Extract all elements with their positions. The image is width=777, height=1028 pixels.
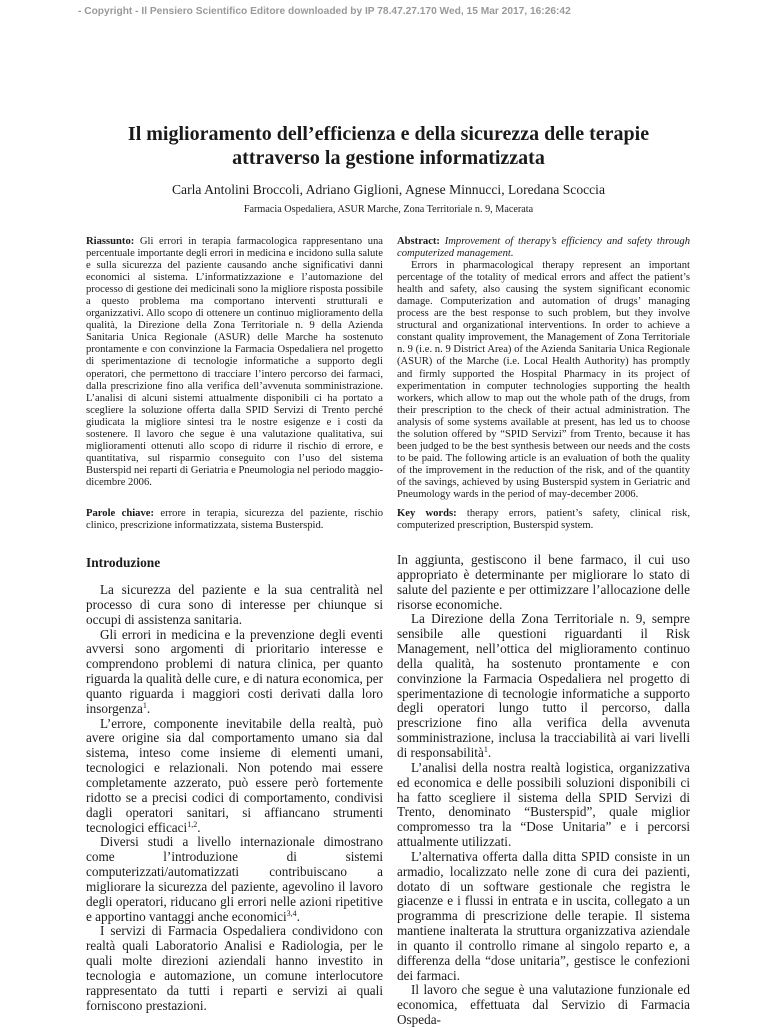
- abstract-english-title: Improvement of therapy’s efficiency and safety through computerized management.: [397, 236, 690, 260]
- article-title: [60, 122, 717, 170]
- body-paragraph: L’alternativa offerta dalla ditta SPID consiste in un armadio, localizzato nelle zone di cura dei pazienti, dotato di un software gestionale che registra le giacenze e i flussi in entrata e in uscita, collegato a un programma di prescrizione delle terapie. Il sistema mantiene inalterata la struttura organizzativa aziendale in quanto il controllo rimane al singolo reparto e, a differenza della “dose unitaria”, gestisce le confezioni dei farmaci.: [397, 848, 690, 983]
- keywords-italian: [86, 508, 383, 532]
- keywords-italian-text: errore in terapia, sicurezza del paziente, rischio clinico, prescrizione informatizzata, sistema Busterspid.: [86, 508, 383, 532]
- abstract-english: [397, 236, 690, 501]
- reference-marker: 3,4: [286, 908, 297, 918]
- body-paragraph: La sicurezza del paziente e la sua centralità nel processo di cura sono di interesse per chiunque si occupi di assistenza sanitaria.: [86, 582, 383, 627]
- body-column-right: [397, 553, 690, 1028]
- reference-marker: 1: [142, 700, 147, 710]
- body-paragraph: I servizi di Farmacia Ospedaliera condividono con realtà quali Laboratorio Analisi e Radiologia, per le quali molte direzioni aziendali hanno investito in tecnologia e automazione, un comune interlocutore rappresentato da tutti i reparti e servizi ai quali forniscono prestazioni.: [86, 923, 383, 1013]
- author-list: Carla Antolini Broccoli, Adriano Giglioni, Agnese Minnucci, Loredana Scoccia: [171, 182, 605, 197]
- abstract-english-label: Abstract:: [397, 236, 440, 247]
- abstract-english-text: Errors in pharmacological therapy represent an important percentage of the totality of medical errors and affect the patient’s health and safety, also causing the system significant economic damage. Computerization and automation of drugs’ managing process are the best response to such problem, but they involve structural and organizational interventions. In order to achieve a constant quality improvement, the Management of Zona Territoriale n. 9 (i.e. n. 9 District Area) of the Azienda Sanitaria Unica Regionale (ASUR) of the Marche (i.e. Local Health Authority) has promptly and firmly supported the Hospital Pharmacy in its project of experimentation in computer technologies supporting the health workers, which allow to map out the whole path of the drugs, from their prescription to the check of their actual administration. The analysis of some systems available at present, has led us to choose the solution offered by “SPID Servizi” from Trento, because it has been judged to be the best synthesis between our needs and the costs to be paid. The following article is an evaluation of both the quality of the improvement in the reduction of the risk, and of the quantity of the savings, achieved by using Busterspid system in Geriatric and Pneumology wards in the period of may-december 2006.: [397, 260, 690, 500]
- body-paragraph: L’analisi della nostra realtà logistica, organizzativa ed economica e delle possibili soluzioni disponibili ci ha fatto scegliere il sistema della SPID Servizi di Trento, denominato “Busterspid”, quale miglior compromesso tra la “Dose Unitaria” e i percorsi attualmente utilizzati.: [397, 759, 690, 850]
- body-paragraph: In aggiunta, gestiscono il bene farmaco, il cui uso appropriato è determinante per migliorare lo stato di salute del paziente e per ottimizzare l’allocazione delle risorse economiche.: [397, 552, 690, 612]
- keywords-english-label: Key words:: [397, 508, 457, 519]
- reference-marker: 1,2: [187, 819, 198, 829]
- keywords-english: [397, 508, 690, 532]
- affiliation: Farmacia Ospedaliera, ASUR Marche, Zona Territoriale n. 9, Macerata: [243, 204, 534, 215]
- section-heading: Introduzione: [86, 555, 161, 570]
- title-line-2: attraverso la gestione informatizzata: [232, 147, 545, 169]
- abstract-italian-label: Riassunto:: [86, 236, 135, 247]
- keywords-english-text: therapy errors, patient’s safety, clinical risk, computerized prescription, Busterspid system.: [397, 508, 690, 532]
- body-column-left: [86, 583, 383, 1013]
- body-paragraph: Il lavoro che segue è una valutazione funzionale ed economica, effettuata dal Servizio di Farmacia Ospeda-: [397, 982, 690, 1028]
- body-paragraph: L’errore, componente inevitabile della realtà, può avere origine sia dal comportamento umano sia dal sistema, inteso come insieme di elementi umani, tecnologici e relazionali. Non potendo mai essere completamente azzerato, può essere però fortemente ridotto se a precisi codici di comportamento, condivisi dagli operatori sanitari, si affiancano strumenti tecnologici efficaci$^{1,2}$.: [86, 715, 383, 835]
- body-paragraph: Gli errori in medicina e la prevenzione degli eventi avversi sono argomenti di prioritario interesse e comprendono problemi di natura clinica, per quanto riguarda la qualità delle cure, e di natura economica, per quanto riguarda i maggiori costi derivati dalla loro insorgenza$^1$.: [86, 626, 383, 716]
- body-paragraph: Diversi studi a livello internazionale dimostrano come l’introduzione di sistemi computerizzati/automatizzati contribuiscano a migliorare la sicurezza del paziente, agevolino il lavoro degli operatori, riducano gli errori nelle azioni ripetitive e apportino vantaggi anche economici$^{3,4}$.: [86, 834, 383, 924]
- title-line-1: Il miglioramento dell’efficienza e della sicurezza delle terapie: [127, 123, 650, 145]
- abstract-italian-text: Gli errori in terapia farmacologica rappresentano una percentuale importante degli errori in medicina e incidono sulla salute e sulla sicurezza del paziente causando anche significativi danni economici al sistema. L’informatizzazione e l’automazione del processo di gestione dei medicinali sono la migliore risposta possibile a questo problema ma comportano interventi strutturali e organizzativi. Allo scopo di ottenere un continuo miglioramento della qualità, la Direzione della Zona Territoriale n. 9 della Azienda Sanitaria Unica Regionale (ASUR) delle Marche ha sostenuto prontamente e con convinzione la Farmacia Ospedaliera nel progetto di sperimentazione di tecnologie informatiche a supporto degli operatori, che permettono di tracciare l’intero percorso dei farmaci, dalla prescrizione fino alla verifica dell’avvenuta somministrazione. L’analisi di alcuni sistemi attualmente disponibili ci ha portato a scegliere la soluzione offerta dalla SPID Servizi di Trento perché giudicata la migliore sintesi tra le nostre esigenze e i costi da sostenere. Il lavoro che segue è una valutazione qualitativa, sui miglioramenti ottenuti allo scopo di ridurre il rischio di errore, e quantitativa, sul risparmio conseguito con l’uso del sistema Busterspid nei reparti di Geriatria e Pneumologia nel periodo maggio-dicembre 2006.: [86, 236, 383, 488]
- abstract-italian: [86, 236, 383, 489]
- body-paragraph: La Direzione della Zona Territoriale n. 9, sempre sensibile alle questioni riguardanti il Risk Management, nell’ottica del miglioramento continuo della qualità, ha sostenuto prontamente e con convinzione la Farmacia Ospedaliera nel progetto di sperimentazione di tecnologie informatiche a supporto degli operatori lungo tutto il percorso, dalla prescrizione fino alla verifica della avvenuta somministrazione, inclusa la tracciabilità ai vari livelli di responsabilità$^1$.: [397, 611, 690, 760]
- reference-marker: 1: [483, 744, 488, 754]
- keywords-italian-label: Parole chiave:: [86, 508, 154, 519]
- copyright-notice: - Copyright - Il Pensiero Scientifico Editore downloaded by IP 78.47.27.170 Wed, 15 Mar 2017, 16:26:42: [78, 6, 571, 17]
